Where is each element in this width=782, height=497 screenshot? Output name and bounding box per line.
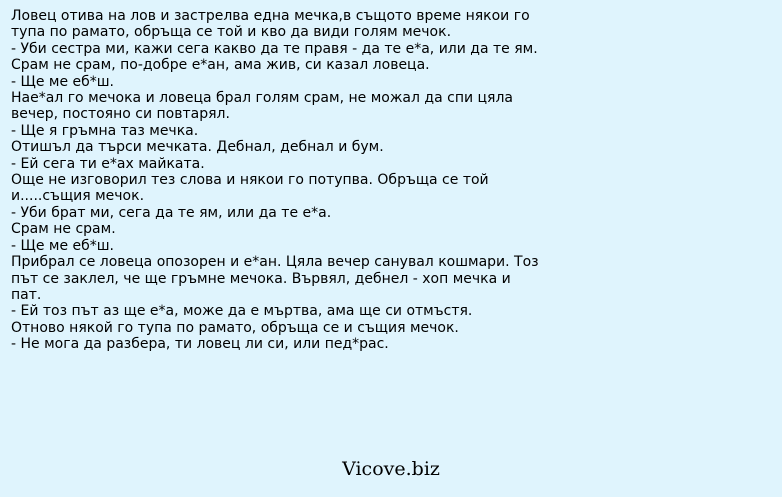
joke-text [11, 8, 776, 353]
joke-line: - Ще ме еб*ш. [11, 237, 115, 254]
joke-line: Нае*ал го мечока и ловеца брал голям срам, не можал да спи цяла [11, 90, 513, 107]
joke-line: път се заклел, че ще гръмне мечока. Вървял, дебнел - хоп мечка и [11, 270, 511, 287]
joke-line: Срам не срам, по-добре е*ан, ама жив, си казал ловеца. [11, 57, 430, 74]
joke-line: - Уби сестра ми, кажи сега какво да те правя - да те е*а, или да те ям. [11, 40, 538, 57]
joke-line: - Уби брат ми, сега да те ям, или да те е*а. [11, 204, 332, 221]
joke-line: Отишъл да търси мечката. Дебнал, дебнал и бум. [11, 139, 384, 156]
joke-line: - Ей сега ти е*ах майката. [11, 155, 205, 172]
joke-line: вечер, постояно си повтарял. [11, 106, 230, 123]
site-name: Vicove.biz [342, 458, 440, 480]
joke-line: Още не изговорил тез слова и някои го потупва. Обръща се той [11, 172, 489, 189]
joke-line: Ловец отива на лов и застрелва една мечка,в същото време някои го [11, 8, 530, 24]
joke-line: - Ще я гръмна таз мечка. [11, 122, 199, 139]
joke-line: - Ще ме еб*ш. [11, 73, 115, 90]
joke-line: и.....същия мечок. [11, 188, 145, 205]
joke-line: Прибрал се ловеца опозорен и е*ан. Цяла вечер санувал кошмари. Тоз [11, 254, 539, 271]
joke-line: Отново някой го тупа по рамато, обръща се и същия мечок. [11, 319, 459, 336]
joke-line: - Не мога да разбера, ти ловец ли си, или пед*рас. [11, 336, 389, 353]
joke-line: пат. [11, 286, 42, 303]
joke-line: Срам не срам. [11, 221, 116, 238]
joke-line: - Ей тоз път аз ще е*а, може да е мъртва, ама ще си отмъстя. [11, 303, 473, 320]
joke-line: тупа по рамато, обръща се той и кво да види голям мечок. [11, 24, 452, 41]
